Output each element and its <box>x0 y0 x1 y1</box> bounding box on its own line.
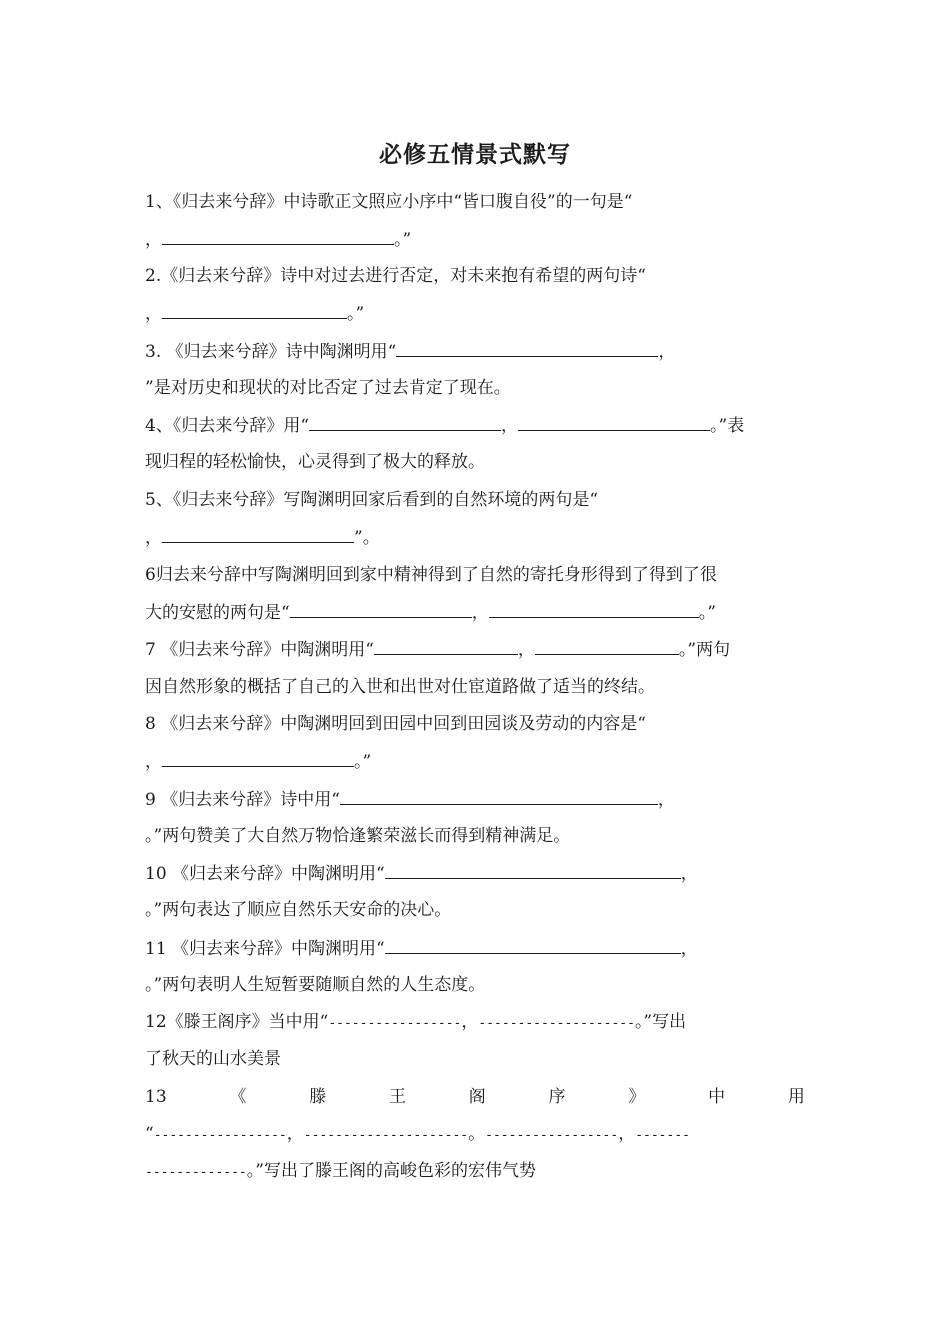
question-4-cont <box>145 450 805 474</box>
question-text: 2.《归去来兮辞》诗中对过去进行否定，对未来抱有希望的两句诗“ <box>145 266 646 286</box>
comma: ， <box>618 1124 636 1144</box>
blank-line[interactable] <box>162 227 394 245</box>
question-6-answer-line <box>145 600 805 625</box>
question-text: 大的安慰的两句是“ <box>145 603 290 623</box>
question-9-cont <box>145 824 805 848</box>
question-13 <box>145 1085 805 1109</box>
question-word: 滕 <box>309 1087 327 1107</box>
question-1 <box>145 190 805 214</box>
blank-line[interactable] <box>396 339 658 357</box>
question-10 <box>145 861 805 886</box>
closing-punct: 。” <box>698 603 716 623</box>
question-6 <box>145 563 805 587</box>
question-text: 9 《归去来兮辞》诗中用“ <box>145 790 340 810</box>
question-3-cont <box>145 376 805 400</box>
question-text: 现归程的轻松愉快，心灵得到了极大的释放。 <box>145 452 485 472</box>
comma: ， <box>658 342 676 362</box>
question-text: 4、《归去来兮辞》用“ <box>145 416 310 436</box>
question-text: 7 《归去来兮辞》中陶渊明用“ <box>145 640 374 660</box>
page-title: 必修五情景式默写 <box>379 141 571 168</box>
question-word: 》 <box>628 1087 646 1107</box>
question-7 <box>145 637 805 662</box>
question-13-cont <box>145 1159 805 1185</box>
question-7-cont <box>145 675 805 699</box>
question-word: 阁 <box>468 1087 486 1107</box>
blank-line[interactable] <box>535 637 679 655</box>
blank-line[interactable] <box>518 413 710 431</box>
blank-line[interactable] <box>162 525 354 543</box>
blank-line[interactable] <box>309 413 501 431</box>
closing-punct: 。” <box>354 752 372 772</box>
open-quote: “ <box>145 1124 154 1144</box>
comma: ， <box>145 752 162 772</box>
question-12-cont <box>145 1047 805 1071</box>
question-text: 了秋天的山水美景 <box>145 1049 281 1069</box>
blank-line[interactable] <box>162 301 347 319</box>
question-text: 因自然形象的概括了自己的入世和出世对仕宦道路做了适当的终结。 <box>145 677 655 697</box>
question-text: 1、《归去来兮辞》中诗歌正文照应小序中“皆口腹自役”的一句是“ <box>145 192 633 212</box>
closing-punct: 。”两句 <box>678 640 731 660</box>
blank-line[interactable] <box>385 936 681 954</box>
blank-line[interactable] <box>162 749 354 767</box>
comma: ， <box>145 304 162 324</box>
question-text: 8 《归去来兮辞》中陶渊明回到田园中回到田园谈及劳动的内容是“ <box>145 714 646 734</box>
question-3 <box>145 339 805 364</box>
comma: ， <box>680 864 698 884</box>
question-12 <box>145 1010 805 1036</box>
blank-line[interactable] <box>489 600 699 618</box>
question-10-cont <box>145 898 805 922</box>
closing-punct: 。”写出 <box>634 1012 687 1032</box>
question-number: 13 <box>145 1087 167 1107</box>
question-5-answer-line <box>145 525 805 550</box>
question-9 <box>145 787 805 812</box>
comma: ， <box>461 1012 479 1032</box>
dashed-blank[interactable]: ----------------- <box>328 1016 462 1031</box>
comma: ， <box>680 939 698 959</box>
question-5 <box>145 488 805 512</box>
question-text: 10 《归去来兮辞》中陶渊明用“ <box>145 864 385 884</box>
question-text: ”是对历史和现状的对比否定了过去肯定了现在。 <box>145 378 511 398</box>
question-text: 。”两句赞美了大自然万物恰逢繁荣滋长而得到精神满足。 <box>145 826 571 846</box>
blank-line[interactable] <box>340 787 658 805</box>
closing-punct: 。” <box>347 304 365 324</box>
question-11 <box>145 936 805 961</box>
blank-line[interactable] <box>290 600 472 618</box>
question-word: 用 <box>787 1087 805 1107</box>
question-2 <box>145 264 805 288</box>
comma: ， <box>657 790 675 810</box>
dashed-blank[interactable]: -------------------- <box>478 1016 635 1031</box>
question-text: 12《滕王阁序》当中用“ <box>145 1012 329 1032</box>
question-text: 。”两句表达了顺应自然乐天安命的决心。 <box>145 900 452 920</box>
dashed-blank[interactable]: ----------------- <box>485 1128 619 1143</box>
comma: ， <box>145 230 162 250</box>
dashed-blank[interactable]: --------------------- <box>303 1128 469 1143</box>
question-word: 《 <box>229 1087 247 1107</box>
comma: ， <box>501 416 519 436</box>
question-text: 5、《归去来兮辞》写陶渊明回家后看到的自然环境的两句是“ <box>145 490 599 510</box>
comma: ， <box>517 640 535 660</box>
question-8-answer-line <box>145 749 805 774</box>
comma: ， <box>286 1124 304 1144</box>
period: 。 <box>468 1124 486 1144</box>
question-word: 序 <box>548 1087 566 1107</box>
question-13-answer-line <box>145 1122 805 1148</box>
question-text: 。”两句表明人生短暂要随顺自然的人生态度。 <box>145 975 486 995</box>
question-11-cont <box>145 973 805 997</box>
dashed-blank[interactable]: ------- <box>635 1128 690 1143</box>
question-2-answer-line <box>145 301 805 326</box>
question-4 <box>145 413 805 438</box>
comma: ， <box>471 603 489 623</box>
question-word: 王 <box>388 1087 406 1107</box>
blank-line[interactable] <box>385 861 681 879</box>
dashed-blank[interactable]: ------------- <box>145 1165 247 1180</box>
closing-punct: ”。 <box>354 528 380 548</box>
question-text: 。”写出了滕王阁的高峻色彩的宏伟气势 <box>246 1161 536 1181</box>
question-word: 中 <box>708 1087 726 1107</box>
question-text: 3. 《归去来兮辞》诗中陶渊明用“ <box>145 342 397 362</box>
question-8 <box>145 712 805 736</box>
closing-punct: 。”表 <box>710 416 745 436</box>
question-text: 11 《归去来兮辞》中陶渊明用“ <box>145 939 385 959</box>
comma: ， <box>145 528 162 548</box>
closing-punct: 。” <box>394 230 412 250</box>
question-text: 6归去来兮辞中写陶渊明回到家中精神得到了自然的寄托身形得到了得到了很 <box>145 565 717 585</box>
question-1-answer-line <box>145 227 805 252</box>
blank-line[interactable] <box>374 637 518 655</box>
dashed-blank[interactable]: ----------------- <box>153 1128 287 1143</box>
